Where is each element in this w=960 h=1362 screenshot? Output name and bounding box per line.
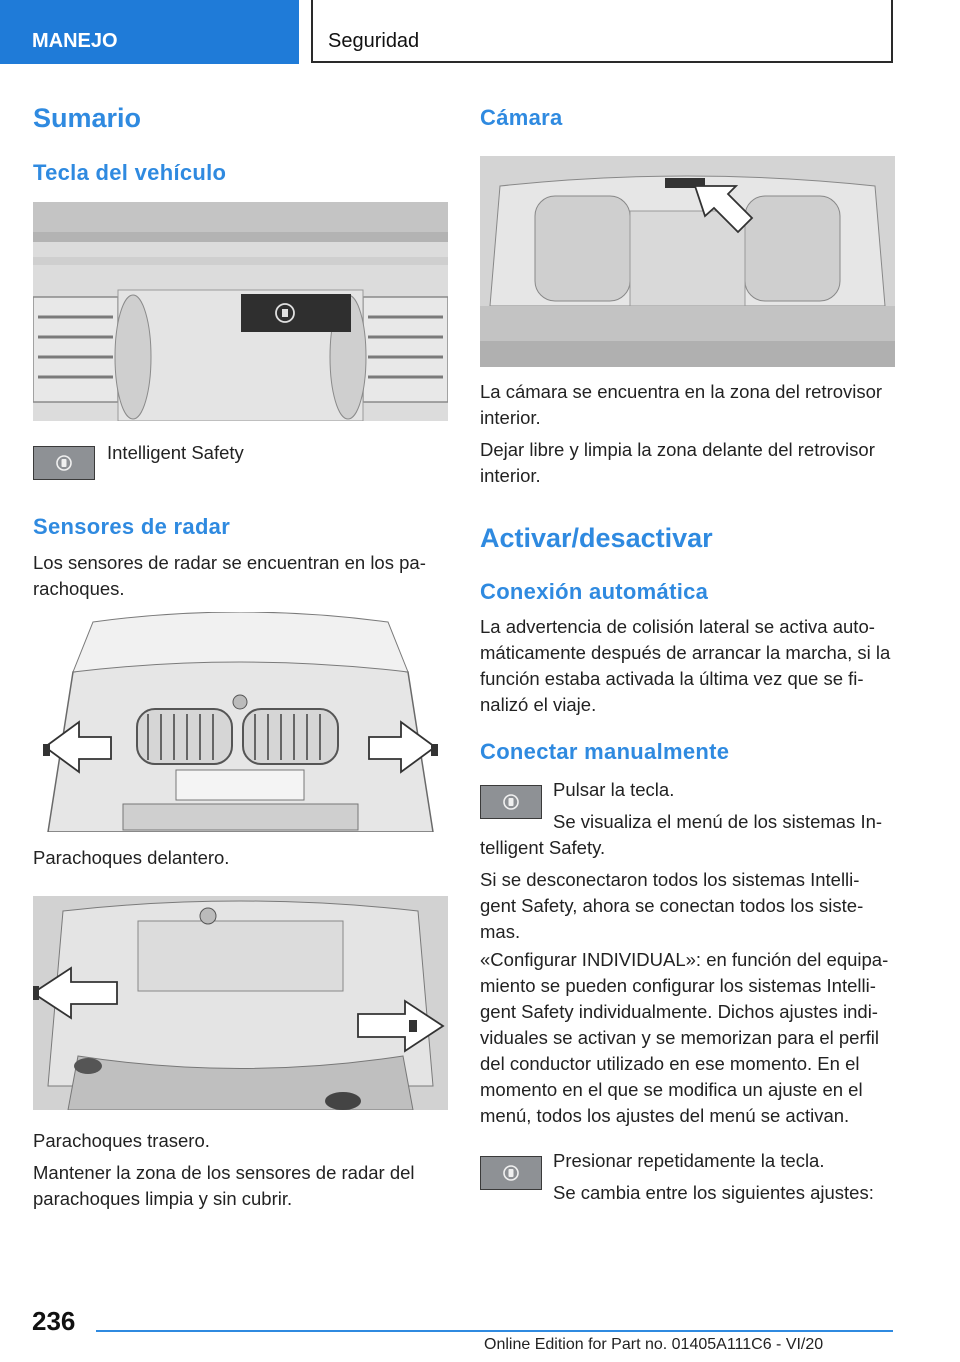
front-caption: Parachoques delantero. <box>33 847 230 868</box>
menu-shown-text-cont: telligent Safety. <box>480 837 606 858</box>
section-label: MANEJO <box>32 30 118 52</box>
auto-heading: Conexión automática <box>480 579 709 604</box>
switch-between-text: Se cambia entre los siguientes ajustes: <box>553 1182 874 1203</box>
camera-image <box>480 156 895 367</box>
dashboard-illustration <box>33 202 448 421</box>
activate-heading: Activar/desactivar <box>480 523 713 553</box>
front-car-illustration <box>33 612 448 832</box>
dashboard-key-image <box>33 202 448 421</box>
intelligent-safety-key-icon <box>480 785 542 819</box>
press-key-text: Pulsar la tecla. <box>553 779 675 800</box>
rear-bumper-image <box>33 896 448 1110</box>
vehicle-key-heading: Tecla del vehículo <box>33 160 227 185</box>
rear-car-illustration <box>33 896 448 1110</box>
chapter-tab <box>311 0 893 63</box>
radar-heading: Sensores de radar <box>33 514 231 539</box>
car-interior-illustration <box>480 156 895 367</box>
radar-text: Los sensores de radar se encuentran en los pa-rachoques. <box>33 552 426 599</box>
footer-rule <box>96 1330 893 1332</box>
keep-clean-text: Mantener la zona de los sensores de radar del parachoques limpia y sin cubrir. <box>33 1162 415 1209</box>
key-caption: Intelligent Safety <box>107 442 244 463</box>
chapter-label: Seguridad <box>328 30 420 52</box>
page-title: Sumario <box>33 103 142 133</box>
camera-heading: Cámara <box>480 105 563 130</box>
camera-location-text: La cámara se encuentra en la zona del retrovisor interior. <box>480 381 883 428</box>
camera-clean-text: Dejar libre y limpia la zona delante del retrovisor interior. <box>480 439 875 486</box>
all-off-text: Si se desconectaron todos los sistemas Intelli-gent Safety, ahora se conectan todos los siste-mas. <box>480 869 864 942</box>
manual-heading: Conectar manualmente <box>480 739 730 764</box>
rear-caption: Parachoques trasero. <box>33 1130 210 1151</box>
auto-text: La advertencia de colisión lateral se activa auto-máticamente después de arrancar la marcha, si la función estaba activada la última vez que se fi-nalizó el viaje. <box>480 616 891 715</box>
press-repeat-text: Presionar repetidamente la tecla. <box>553 1150 825 1171</box>
front-bumper-image <box>33 612 448 832</box>
intelligent-safety-key-icon <box>33 446 95 480</box>
intelligent-safety-key-icon <box>480 1156 542 1190</box>
section-tab <box>0 0 299 64</box>
individual-text: «Configurar INDIVIDUAL»: en función del equipa-miento se pueden configurar los sistemas Intelli-gent Safety individualmente. Dichos ajustes indi-viduales se activan y se memorizan para el perfil del conductor utilizado en ese momento. En el momento en el que se modifica un ajuste en el menú, todos los ajustes del menú se activan. <box>480 949 889 1126</box>
page-number: 236 <box>32 1306 76 1336</box>
menu-shown-text: Se visualiza el menú de los sistemas In- <box>553 811 883 832</box>
edition-text: Online Edition for Part no. 01405A111C6 - VI/20 <box>484 1336 824 1353</box>
